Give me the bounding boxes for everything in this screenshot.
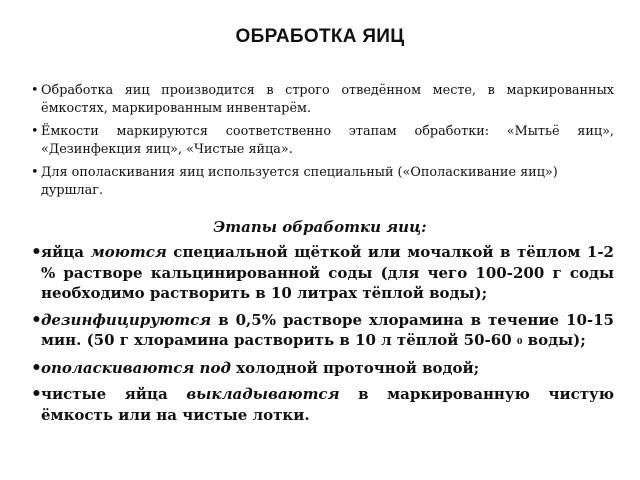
- stage-text: в маркированную чистую ёмкость или на чистые лотки.: [41, 385, 614, 424]
- stage-lead: яйца: [41, 243, 91, 261]
- stage-emphasis: моются: [90, 243, 167, 261]
- stage-item: [31, 310, 614, 352]
- intro-item: • Ёмкости маркируются соответственно этапам обработки: «Мытьё яиц», «Дезинфекция яиц», «Чистые яйца».: [31, 123, 614, 159]
- intro-list: [31, 82, 614, 205]
- stage-text: холодной проточной водой;: [230, 358, 480, 377]
- intro-item: • Обработка яиц производится в строго отведённом месте, в маркированных ёмкостях, маркированным инвентарём.: [31, 82, 614, 118]
- stages-list: [31, 242, 614, 431]
- stage-emphasis: ополаскиваются под: [41, 358, 231, 377]
- page-title: ОБРАБОТКА ЯИЦ: [235, 26, 405, 47]
- stage-emphasis: выкладываются: [186, 385, 340, 403]
- intro-item: • Для ополаскивания яиц используется специальный («Ополаскивание яиц») дуршлаг.: [31, 164, 614, 200]
- stage-lead: чистые яйца: [41, 385, 187, 403]
- stage-item: [31, 242, 614, 304]
- stage-text-tail: воды);: [522, 331, 586, 349]
- degree-mark: 0: [516, 336, 523, 346]
- stage-item: [31, 358, 614, 379]
- stages-title: Этапы обработки яиц:: [213, 218, 427, 236]
- stage-emphasis: дезинфицируются: [41, 310, 212, 329]
- stage-text: в 0,5% растворе хлорамина в течение 10-15 мин. (50 г хлорамина растворить в 10 л тёплой 50-60: [41, 310, 614, 349]
- stage-text: специальной щёткой или мочалкой в тёплом 1-2 % растворе кальцинированной соды (для чего 100-200 г соды необходимо растворить в 10 литрах тёплой воды);: [41, 243, 614, 302]
- stage-item: [31, 384, 614, 425]
